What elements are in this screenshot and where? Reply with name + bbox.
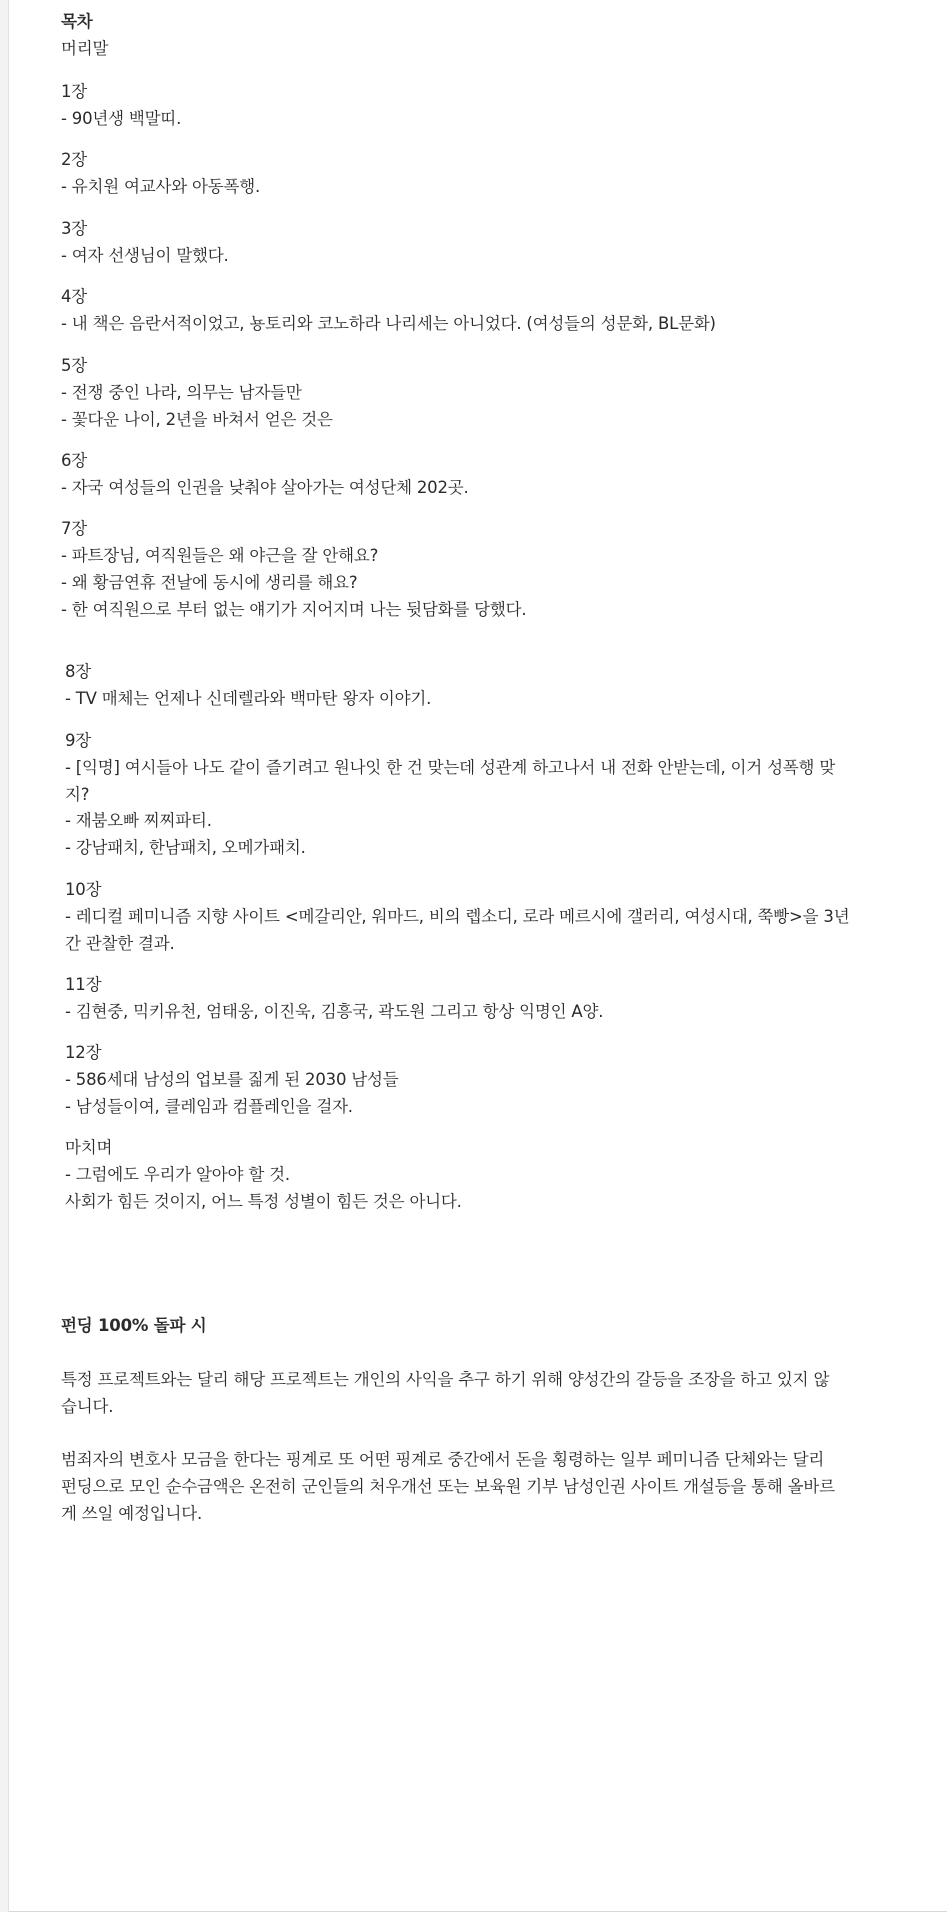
chapter-line: - 강남패치, 한남패치, 오메가패치. bbox=[65, 838, 306, 857]
chapter-title: 6장 bbox=[61, 451, 88, 470]
chapter-title: 8장 bbox=[65, 662, 92, 681]
funding-paragraph-line: 특정 프로젝트와는 달리 해당 프로젝트는 개인의 사익을 추구 하기 위해 양성간의 갈등을 조장을 하고 있지 않 bbox=[61, 1370, 830, 1389]
closing-title: 마치며 bbox=[65, 1138, 113, 1157]
chapter-title: 9장 bbox=[65, 731, 92, 750]
chapter-title: 3장 bbox=[61, 219, 88, 238]
chapter-title: 7장 bbox=[61, 519, 88, 538]
funding-paragraph-line: 펀딩으로 모인 순수금액은 온전히 군인들의 처우개선 또는 보육원 기부 남성인권 사이트 개설등을 통해 올바르 bbox=[61, 1477, 835, 1496]
funding-paragraph-line: 범죄자의 변호사 모금을 한다는 핑계로 또 어떤 핑계로 중간에서 돈을 횡령하는 일부 페미니즘 단체와는 달리 bbox=[61, 1450, 825, 1469]
chapter-line: - 재붐오빠 찌찌파티. bbox=[65, 811, 212, 830]
funding-heading: 펀딩 100% 돌파 시 bbox=[61, 1316, 207, 1335]
chapter-line: - 왜 황금연휴 전날에 동시에 생리를 해요? bbox=[61, 573, 358, 592]
chapter-line: - 꽃다운 나이, 2년을 바쳐서 얻은 것은 bbox=[61, 410, 333, 429]
funding-paragraph-line: 습니다. bbox=[61, 1397, 114, 1416]
chapter-line: - 전쟁 중인 나라, 의무는 남자들만 bbox=[61, 383, 302, 402]
closing-line: 사회가 힘든 것이지, 어느 특정 성별이 힘든 것은 아니다. bbox=[65, 1192, 462, 1211]
funding-paragraph-line: 게 쓰일 예정입니다. bbox=[61, 1504, 203, 1523]
chapter-line: - 레디컬 페미니즘 지향 사이트 <메갈리안, 워마드, 비의 렙소디, 로라 메르시에 갤러리, 여성시대, 쭉빵>을 3년 bbox=[65, 907, 850, 926]
chapter-line: - 김현중, 믹키유천, 엄태웅, 이진욱, 김흥국, 곽도원 그리고 항상 익명인 A양. bbox=[65, 1002, 604, 1021]
chapter-title: 1장 bbox=[61, 82, 88, 101]
document-page bbox=[8, 0, 947, 1912]
chapter-title: 2장 bbox=[61, 150, 88, 169]
preface-label: 머리말 bbox=[61, 39, 109, 58]
chapter-title: 11장 bbox=[65, 975, 102, 994]
chapter-line: - 파트장님, 여직원들은 왜 야근을 잘 안해요? bbox=[61, 546, 379, 565]
chapter-line: - 남성들이여, 클레임과 컴플레인을 걸자. bbox=[65, 1097, 353, 1116]
chapter-line: - 586세대 남성의 업보를 짊게 된 2030 남성들 bbox=[65, 1070, 399, 1089]
chapter-line: - TV 매체는 언제나 신데렐라와 백마탄 왕자 이야기. bbox=[65, 689, 432, 708]
chapter-line: - 자국 여성들의 인권을 낮춰야 살아가는 여성단체 202곳. bbox=[61, 478, 469, 497]
chapter-line: - 한 여직원으로 부터 없는 얘기가 지어지며 나는 뒷담화를 당했다. bbox=[61, 600, 527, 619]
chapter-line: - 유치원 여교사와 아동폭행. bbox=[61, 177, 261, 196]
chapter-line: - 여자 선생님이 말했다. bbox=[61, 246, 229, 265]
chapter-line: 지? bbox=[65, 785, 90, 804]
chapter-line: - 90년생 백말띠. bbox=[61, 109, 182, 128]
chapter-line: - 내 책은 음란서적이었고, 뇽토리와 코노하라 나리세는 아니었다. (여성들의 성문화, BL문화) bbox=[61, 314, 716, 333]
chapter-line: - [익명] 여시들아 나도 같이 즐기려고 원나잇 한 건 맞는데 성관계 하고나서 내 전화 안받는데, 이거 성폭행 맞 bbox=[65, 758, 836, 777]
chapter-title: 4장 bbox=[61, 287, 88, 306]
chapter-title: 10장 bbox=[65, 880, 102, 899]
chapter-line: 간 관찰한 결과. bbox=[65, 934, 175, 953]
closing-line: - 그럼에도 우리가 알아야 할 것. bbox=[65, 1165, 290, 1184]
chapter-title: 12장 bbox=[65, 1043, 102, 1062]
chapter-title: 5장 bbox=[61, 356, 88, 375]
toc-title: 목차 bbox=[61, 12, 93, 31]
